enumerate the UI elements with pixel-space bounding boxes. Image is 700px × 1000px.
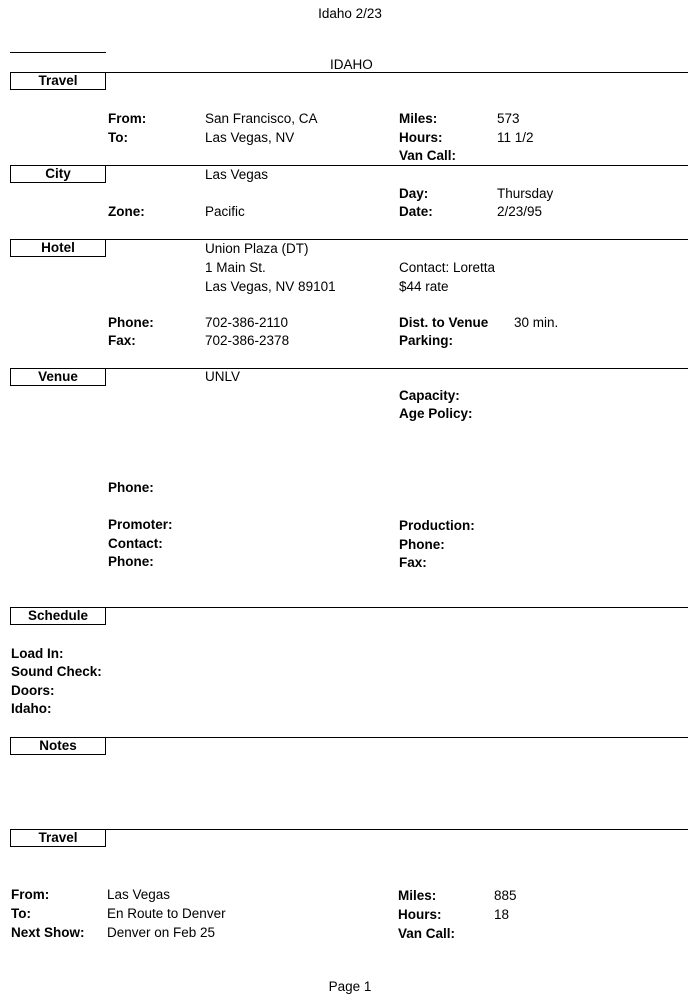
hotel-phone-value: 702-386-2110 bbox=[205, 315, 289, 330]
section-label-hotel: Hotel bbox=[10, 239, 106, 257]
dist-to-venue-value: 30 min. bbox=[514, 315, 559, 330]
section-rule-hotel bbox=[10, 239, 688, 240]
to-value: Las Vegas, NV bbox=[205, 130, 295, 145]
age-policy-label: Age Policy: bbox=[399, 406, 473, 421]
band-name: IDAHO bbox=[330, 57, 373, 72]
zone-label: Zone: bbox=[108, 204, 145, 219]
venue-name: UNLV bbox=[205, 369, 241, 384]
production-label: Production: bbox=[399, 518, 475, 533]
to-label-2: To: bbox=[11, 906, 31, 921]
date-value: 2/23/95 bbox=[497, 204, 543, 219]
date-label: Date: bbox=[399, 204, 433, 219]
load-in-label: Load In: bbox=[11, 646, 64, 661]
city-name: Las Vegas bbox=[205, 167, 269, 182]
page-number: Page 1 bbox=[328, 979, 372, 994]
hours-value: 11 1/2 bbox=[497, 130, 534, 145]
to-value-2: En Route to Denver bbox=[107, 906, 226, 921]
section-label-travel: Travel bbox=[10, 72, 106, 90]
section-rule-travel bbox=[10, 72, 688, 73]
section-label-city: City bbox=[10, 165, 106, 183]
section-label-notes: Notes bbox=[10, 737, 106, 755]
production-phone-label: Phone: bbox=[399, 537, 445, 552]
miles-value-2: 885 bbox=[494, 888, 517, 903]
zone-value: Pacific bbox=[205, 204, 245, 219]
hours-label-2: Hours: bbox=[398, 907, 442, 922]
section-rule-notes bbox=[10, 737, 688, 738]
promoter-phone-label: Phone: bbox=[108, 554, 154, 569]
hotel-rate: $44 rate bbox=[399, 279, 449, 294]
miles-value: 573 bbox=[497, 111, 520, 126]
to-label: To: bbox=[108, 130, 128, 145]
van-call-label-2: Van Call: bbox=[398, 926, 456, 941]
venue-phone-label: Phone: bbox=[108, 480, 154, 495]
title-tab-line bbox=[10, 52, 106, 53]
hotel-phone-label: Phone: bbox=[108, 315, 154, 330]
capacity-label: Capacity: bbox=[399, 388, 460, 403]
promoter-label: Promoter: bbox=[108, 517, 173, 532]
miles-label: Miles: bbox=[399, 111, 438, 126]
van-call-label: Van Call: bbox=[399, 148, 457, 163]
from-value: San Francisco, CA bbox=[205, 111, 318, 126]
day-label: Day: bbox=[399, 186, 429, 201]
parking-label: Parking: bbox=[399, 333, 454, 348]
set-time-label: Idaho: bbox=[11, 701, 52, 716]
from-label: From: bbox=[108, 111, 147, 126]
production-fax-label: Fax: bbox=[399, 555, 427, 570]
section-rule-city bbox=[10, 165, 688, 166]
promoter-contact-label: Contact: bbox=[108, 536, 163, 551]
next-show-value: Denver on Feb 25 bbox=[107, 925, 216, 940]
section-label-schedule: Schedule bbox=[10, 607, 106, 625]
from-value-2: Las Vegas bbox=[107, 887, 171, 902]
hours-value-2: 18 bbox=[494, 907, 510, 922]
section-rule-schedule bbox=[10, 607, 688, 608]
section-label-travel-2: Travel bbox=[10, 829, 106, 847]
section-label-venue: Venue bbox=[10, 368, 106, 386]
miles-label-2: Miles: bbox=[398, 888, 437, 903]
hotel-address-line2: Las Vegas, NV 89101 bbox=[205, 279, 336, 294]
hotel-fax-value: 702-386-2378 bbox=[205, 333, 290, 348]
hotel-fax-label: Fax: bbox=[108, 333, 136, 348]
section-rule-travel-2 bbox=[10, 829, 688, 830]
hotel-address-line1: 1 Main St. bbox=[205, 260, 266, 275]
hotel-name: Union Plaza (DT) bbox=[205, 241, 309, 256]
day-value: Thursday bbox=[497, 186, 554, 201]
doc-title: Idaho 2/23 bbox=[318, 6, 382, 21]
doors-label: Doors: bbox=[11, 683, 55, 698]
from-label-2: From: bbox=[11, 887, 50, 902]
next-show-label: Next Show: bbox=[11, 925, 85, 940]
hours-label: Hours: bbox=[399, 130, 443, 145]
sound-check-label: Sound Check: bbox=[11, 664, 102, 679]
dist-to-venue-label: Dist. to Venue bbox=[399, 315, 489, 330]
hotel-contact: Contact: Loretta bbox=[399, 260, 496, 275]
section-rule-venue bbox=[10, 368, 688, 369]
